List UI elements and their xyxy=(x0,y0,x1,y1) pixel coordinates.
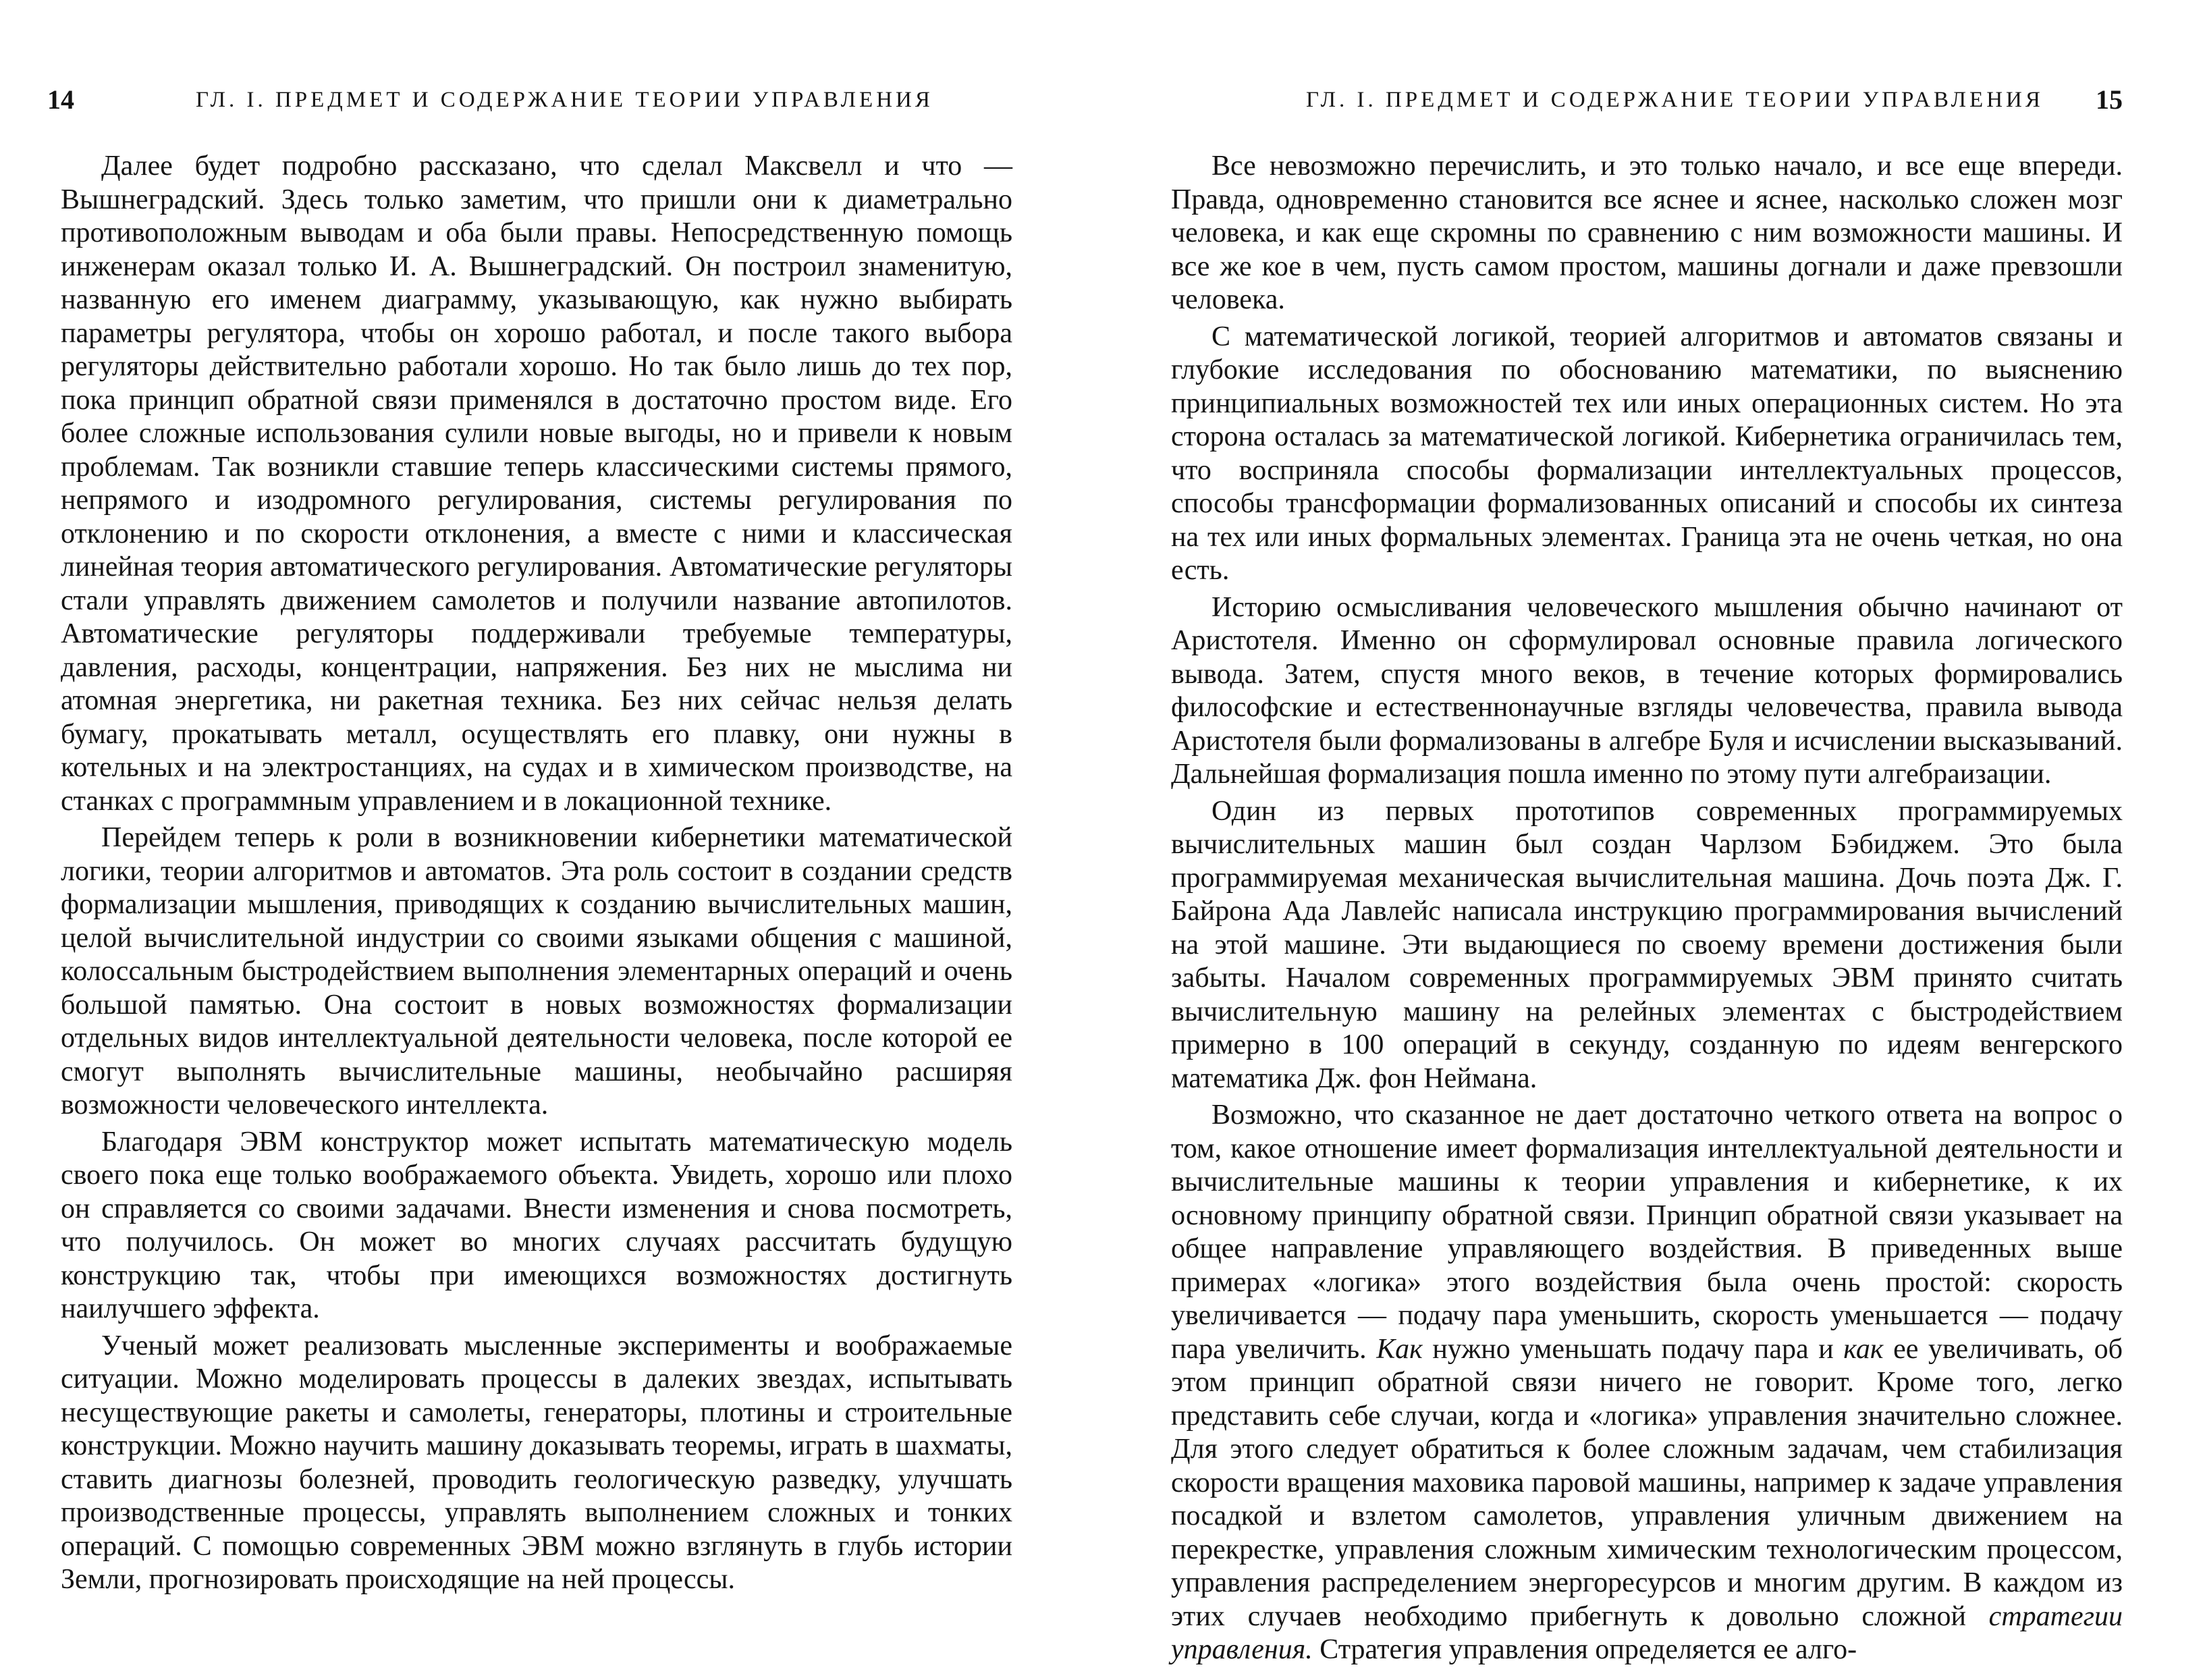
running-head: ГЛ. I. ПРЕДМЕТ И СОДЕРЖАНИЕ ТЕОРИИ УПРАВЛЕНИЯ xyxy=(1306,88,2044,112)
page-number: 15 xyxy=(2096,84,2123,115)
page-body xyxy=(61,150,1012,1600)
page-body xyxy=(1171,150,2123,1671)
left-page xyxy=(47,0,1012,1680)
paragraph: Перейдем теперь к роли в возникновении кибернетики математической логики, теории алгоритмов и автоматов. Эта роль состоит в создании средств формализации мышления, приводящих к созданию вычислительных машин, целой вычислительной индустрии со своими языками общения с машиной, колоссальным быстродействием выполнения элементарных операций и очень большой памятью. Она состоит в новых возможностях формализации отдельных видов интеллектуальной деятельности человека, после которой ее смогут выполнять вычислительные машины, необычайно расширяя возможности человеческого интеллекта. xyxy=(61,822,1012,1120)
page-header xyxy=(47,80,1012,120)
paragraph: Благодаря ЭВМ конструктор может испытать математическую модель своего пока еще только воображаемого объекта. Увидеть, хорошо или плохо он справляется со своими задачами. Внести изменения и снова посмотреть, что получилось. Он может во многих случаях рассчитать будущую конструкцию так, чтобы при имеющихся возможностях достигнуть наилучшего эффекта. xyxy=(61,1126,1012,1324)
italic-term: стратегии управления. xyxy=(1171,1600,2123,1665)
right-page xyxy=(1158,0,2123,1680)
paragraph: Историю осмысливания человеческого мышления обычно начинают от Аристотеля. Именно он сформулировал основные правила логического вывода. Затем, спустя много веков, в течение которых формировались философские и естественнонаучные взгляды человечества, правила вывода Аристотеля были формализованы в алгебре Буля и исчислении высказываний. Дальнейшая формализация пошла именно по этому пути алгебраизации. xyxy=(1171,591,2123,790)
italic-term: как xyxy=(1843,1333,1884,1365)
text-run: Возможно, что сказанное не дает достаточно четкого ответа на вопрос о том, какое отношение имеет формализация интеллектуальной деятельности и вычислительные машины к теории управления и кибернетике, к их основному принципу обратной связи. Принцип обратной связи указывает на общее направление управляющего воздействия. В приведенных выше примерах «логика» этого воздействия была очень простой: скорость увеличивается — подачу пара уменьшить, скорость уменьшается — подачу пара увеличить. xyxy=(1171,1100,2123,1365)
paragraph: Далее будет подробно рассказано, что сделал Максвелл и что — Вышнеградский. Здесь только заметим, что пришли они к диаметрально противоположным выводам и оба были правы. Непосредственную помощь инженерам оказал только И. А. Вышнеградский. Он построил знаменитую, названную его именем диаграмму, указывающую, как нужно выбирать параметры регулятора, чтобы он хорошо работал, и после такого выбора регуляторы действительно работали хорошо. Но так было лишь до тех пор, пока принцип обратной связи применялся в достаточно простом виде. Его более сложные использования сулили новые выгоды, но и привели к новым проблемам. Так возникли ставшие теперь классическими системы прямого, непрямого и изодромного регулирования, системы регулирования по отклонению и по скорости отклонения, а вместе с ними и классическая линейная теория автоматического регулирования. Автоматические регуляторы стали управлять движением самолетов и получили название автопилотов. Автоматические регуляторы поддерживали требуемые температуры, давления, расходы, концентрации, напряжения. Без них не мыслима ни атомная энергетика, ни ракетная техника. Без них сейчас нельзя делать бумагу, прокатывать металл, осуществлять его плавку, они нужны в котельных и на электростанциях, на судах и в химическом производстве, на станках с программным управлением и в локационной технике. xyxy=(61,151,1012,817)
text-run: ее увеличивать, об этом принцип обратной связи ничего не говорит. Кроме того, легко представить себе случаи, когда и «логика» управления значительно сложнее. Для этого следует обратиться к более сложным задачам, чем стабилизация скорости вращения маховика паровой машины, например к задаче управления посадкой и взлетом самолетов, управления уличным движением на перекрестке, управления сложным химическим технологическим процессом, управления распределением энергоресурсов и многим другим. В каждом из этих случаев необходимо прибегнуть к довольно сложной xyxy=(1171,1333,2123,1632)
page-header xyxy=(1158,80,2123,120)
paragraph xyxy=(1171,1099,2123,1667)
italic-term: Как xyxy=(1376,1333,1423,1365)
paragraph: Ученый может реализовать мысленные эксперименты и воображаемые ситуации. Можно моделировать процессы в далеких звездах, испытывать несуществующие ракеты и самолеты, генераторы, плотины и строительные конструкции. Можно научить машину доказывать теоремы, играть в шахматы, ставить диагнозы болезней, проводить геологическую разведку, улучшать производственные процессы, управлять выполнением сложных и тонких операций. С помощью современных ЭВМ можно взглянуть в глубь истории Земли, прогнозировать происходящие на ней процессы. xyxy=(61,1330,1012,1595)
page-number: 14 xyxy=(47,84,74,115)
paragraph: Все невозможно перечислить, и это только начало, и все еще впереди. Правда, одновременно становится все яснее и яснее, насколько сложен мозг человека, и как еще скромны по сравнению с ним возможности машины. И все же кое в чем, пусть самом простом, машины догнали и даже превзошли человека. xyxy=(1171,151,2123,315)
paragraph: Один из первых прототипов современных программируемых вычислительных машин был создан Чарлзом Бэбиджем. Это была программируемая механическая вычислительная машина. Дочь поэта Дж. Г. Байрона Ада Лавлейс написала инструкцию программирования вычислений на этой машине. Эти выдающиеся по своему времени достижения были забыты. Началом современных программируемых ЭВМ принято считать вычислительную машину на релейных элементах с быстродействием примерно в 100 операций в секунду, созданную по идеям венгерского математика Дж. фон Неймана. xyxy=(1171,795,2123,1094)
text-run: Стратегия управления определяется ее алго- xyxy=(1319,1634,1857,1665)
running-head: ГЛ. I. ПРЕДМЕТ И СОДЕРЖАНИЕ ТЕОРИИ УПРАВЛЕНИЯ xyxy=(196,88,933,112)
paragraph: С математической логикой, теорией алгоритмов и автоматов связаны и глубокие исследования по обоснованию математики, по выяснению принципиальных возможностей тех или иных операционных систем. Но эта сторона осталась за математической логикой. Кибернетика ограничилась тем, что восприняла способы формализации интеллектуальных процессов, способы трансформации формализованных описаний и способы их синтеза на тех или иных формальных элементах. Граница эта не очень четкая, но она есть. xyxy=(1171,321,2123,586)
text-run: нужно уменьшать подачу пара и xyxy=(1432,1333,1834,1365)
